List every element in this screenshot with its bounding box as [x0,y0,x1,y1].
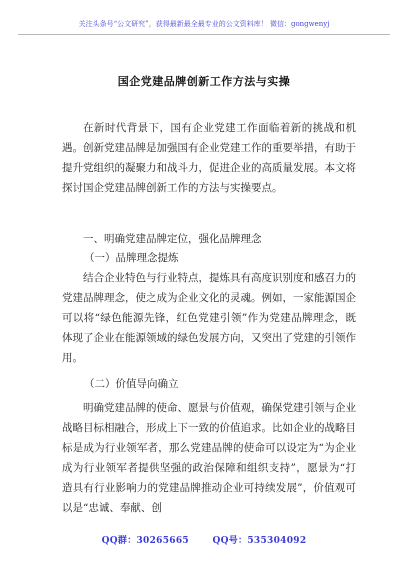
subsection-heading-2: （二）价值导向确立 [84,378,179,390]
section-heading-1: 一、明确党建品牌定位，强化品牌理念 [83,233,262,245]
document-header-banner: 关注头条号“公文研究”，获得最新最全最专业的公文资料库！ 微信：gongwenyj [18,14,390,35]
intro-paragraph: 在新时代背景下，国有企业党建工作面临着新的挑战和机遇。创新党建品牌是加强国有企业党建工作的重要举措，有助于提升党组织的凝聚力和战斗力，促进企业的高质量发展。本文将探讨国企党建品牌创新工作的方法与实操要点。 [62,122,356,194]
qq-group-number: QQ群：30265665 [101,536,189,546]
subsection-heading-1: （一）品牌理念提炼 [84,252,179,264]
qq-number: QQ号：535304092 [212,536,307,546]
subsection-body-2: 明确党建品牌的使命、愿景与价值观，确保党建引领与企业战略目标相融合，形成上下一致的价值追求。比如企业的战略目标是成为行业领军者，那么党建品牌的使命可以设定为“为企业成为行业领军者提供坚强的政治保障和组织支持”，愿景为“打造具有行业影响力的党建品牌推动企业可持续发展”，价值观可以是“忠诚、奉献、创 [62,402,356,514]
document-title: 国企党建品牌创新工作方法与实操 [117,75,291,88]
document-footer [0,533,408,546]
subsection-body-1: 结合企业特色与行业特点，提炼具有高度识别度和感召力的党建品牌理念，使之成为企业文化的灵魂。例如，一家能源国企可以将“绿色能源先锋，红色党建引领”作为党建品牌理念，既体现了企业在能源领域的绿色发展方向，又突出了党建的引领作用。 [62,272,356,364]
